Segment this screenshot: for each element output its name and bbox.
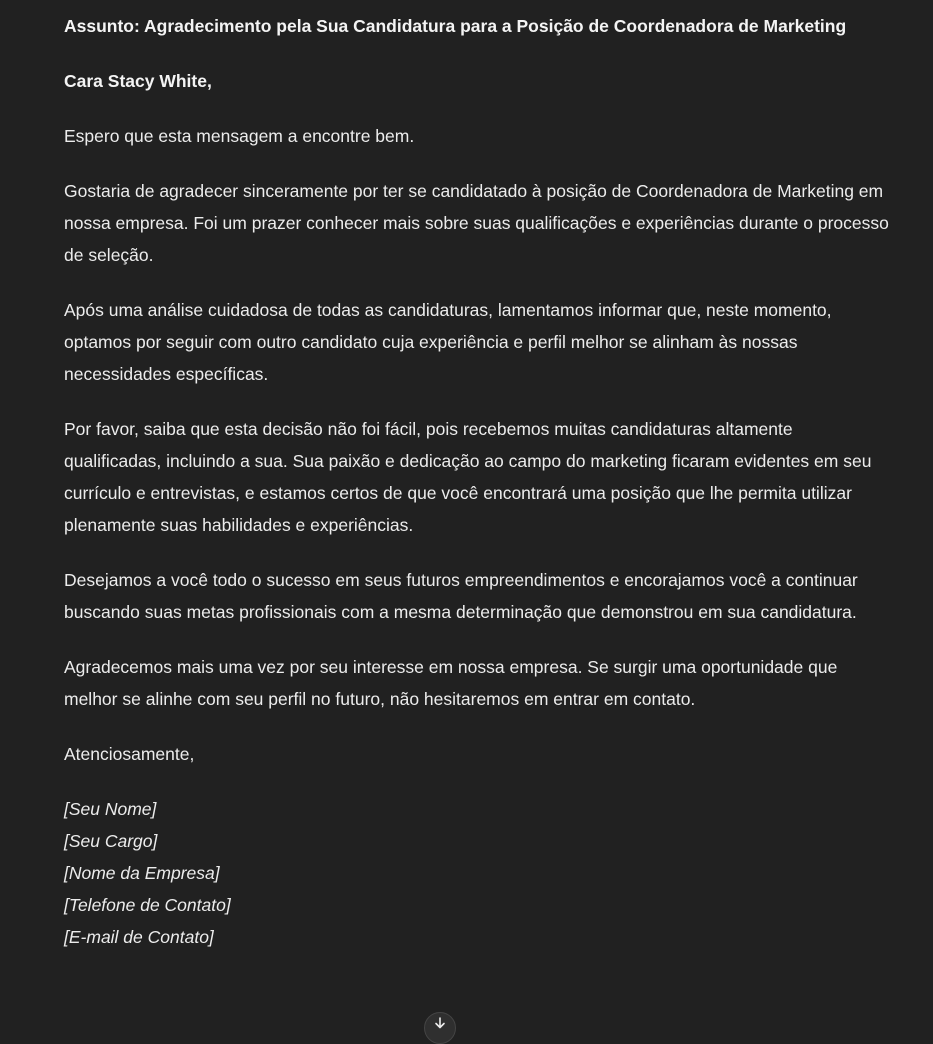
email-paragraph: Desejamos a você todo o sucesso em seus futuros empreendimentos e encorajamos você a continuar buscando suas metas profissionais com a mesma determinação que demonstrou em sua candidatura.	[64, 570, 858, 622]
arrow-down-icon	[434, 1017, 446, 1029]
signature-line: [Nome da Empresa]	[64, 863, 220, 883]
email-closing: Atenciosamente,	[64, 744, 195, 764]
email-paragraph: Agradecemos mais uma vez por seu interesse em nossa empresa. Se surgir uma oportunidade que melhor se alinhe com seu perfil no futuro, não hesitaremos em entrar em contato.	[64, 657, 838, 709]
scroll-to-bottom-button[interactable]	[424, 1012, 456, 1044]
assistant-message	[64, 10, 894, 953]
email-paragraph: Após uma análise cuidadosa de todas as candidaturas, lamentamos informar que, neste momento, optamos por seguir com outro candidato cuja experiência e perfil melhor se alinham às nossas necessidades específicas.	[64, 300, 832, 384]
signature-line: [Seu Nome]	[64, 799, 157, 819]
email-paragraph: Gostaria de agradecer sinceramente por ter se candidatado à posição de Coordenadora de Marketing em nossa empresa. Foi um prazer conhecer mais sobre suas qualificações e experiências durante o processo de seleção.	[64, 181, 889, 265]
email-paragraph: Espero que esta mensagem a encontre bem.	[64, 126, 415, 146]
email-greeting: Cara Stacy White,	[64, 71, 212, 91]
email-paragraph: Por favor, saiba que esta decisão não foi fácil, pois recebemos muitas candidaturas altamente qualificadas, incluindo a sua. Sua paixão e dedicação ao campo do marketing ficaram evidentes em seu currículo e entrevistas, e estamos certos de que você encontrará uma posição que lhe permita utilizar plenamente suas habilidades e experiências.	[64, 419, 872, 535]
email-subject: Assunto: Agradecimento pela Sua Candidatura para a Posição de Coordenadora de Marketing	[64, 16, 847, 36]
signature-line: [E-mail de Contato]	[64, 927, 214, 947]
email-signature	[64, 793, 894, 953]
signature-line: [Telefone de Contato]	[64, 895, 231, 915]
signature-line: [Seu Cargo]	[64, 831, 158, 851]
